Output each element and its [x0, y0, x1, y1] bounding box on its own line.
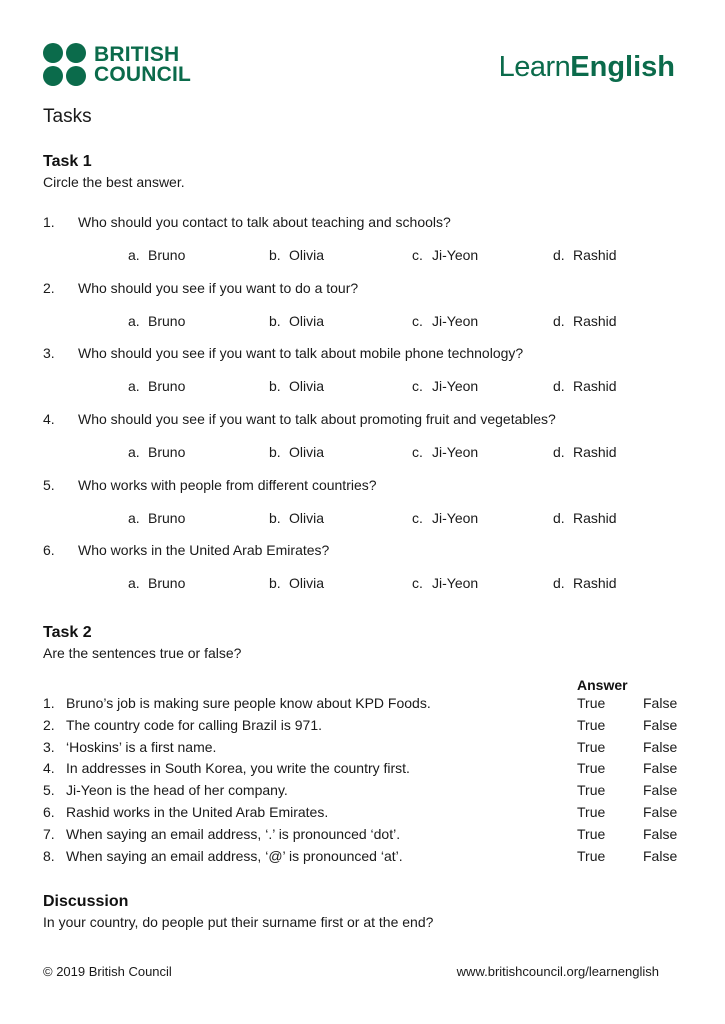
option-label: Bruno — [148, 444, 186, 460]
option-letter: d. — [553, 247, 565, 263]
statement-row — [43, 826, 683, 846]
question-number: 5. — [43, 477, 55, 493]
answer-options — [43, 444, 683, 464]
logo-dot — [66, 66, 86, 86]
answer-options — [43, 575, 683, 595]
answer-option[interactable] — [412, 378, 478, 394]
false-option[interactable]: False — [643, 760, 678, 777]
option-label: Olivia — [289, 378, 325, 394]
statement-number: 5. — [43, 782, 55, 799]
true-option[interactable]: True — [577, 825, 606, 842]
option-label: Bruno — [148, 313, 186, 329]
option-label: Ji-Yeon — [432, 378, 479, 394]
false-option[interactable]: False — [643, 782, 678, 799]
option-label: Olivia — [289, 247, 325, 263]
option-letter: b. — [269, 378, 281, 394]
question-text: Who works in the United Arab Emirates? — [78, 542, 330, 558]
answer-option[interactable] — [128, 378, 185, 394]
statement-row — [43, 782, 683, 802]
statement-row — [43, 695, 683, 715]
true-option[interactable]: True — [577, 782, 606, 799]
task1-instruction: Circle the best answer. — [43, 174, 185, 190]
answer-option[interactable] — [269, 510, 324, 526]
option-label: Rashid — [573, 378, 617, 394]
statement-text: When saying an email address, ‘.’ is pronounced ‘dot’. — [66, 825, 401, 842]
answer-option[interactable] — [553, 444, 617, 460]
option-label: Rashid — [573, 313, 617, 329]
option-label: Ji-Yeon — [432, 247, 479, 263]
true-option[interactable]: True — [577, 804, 606, 820]
option-letter: a. — [128, 575, 140, 591]
option-label: Ji-Yeon — [432, 444, 479, 460]
option-letter: a. — [128, 378, 140, 394]
page-title: Tasks — [43, 106, 92, 127]
option-label: Bruno — [148, 247, 186, 263]
task2-title: Task 2 — [43, 624, 92, 641]
answer-option[interactable] — [412, 575, 478, 591]
false-option[interactable]: False — [643, 847, 678, 864]
answer-option[interactable] — [553, 510, 617, 526]
answer-options — [43, 378, 683, 398]
wordmark-line-2: COUNCIL — [94, 62, 192, 86]
answer-option[interactable] — [412, 444, 478, 460]
question-text: Who should you see if you want to talk about promoting fruit and vegetables? — [78, 411, 556, 427]
false-option[interactable]: False — [643, 716, 678, 733]
statement-row — [43, 760, 683, 780]
statement-row — [43, 804, 683, 824]
false-option[interactable]: False — [643, 738, 678, 755]
question-number: 4. — [43, 411, 55, 427]
question-text: Who should you contact to talk about teaching and schools? — [78, 214, 451, 230]
statement-text: The country code for calling Brazil is 971. — [66, 716, 323, 733]
statement-row — [43, 848, 683, 868]
option-letter: a. — [128, 444, 140, 460]
answer-option[interactable] — [412, 247, 478, 263]
option-label: Olivia — [289, 575, 325, 591]
answer-option[interactable] — [128, 575, 185, 591]
option-letter: d. — [553, 313, 565, 329]
option-letter: c. — [412, 378, 423, 394]
option-letter: b. — [269, 510, 281, 526]
option-letter: c. — [412, 444, 423, 460]
option-letter: c. — [412, 247, 423, 263]
statement-number: 1. — [43, 695, 55, 711]
statement-text: ‘Hoskins’ is a first name. — [66, 738, 217, 755]
answer-options — [43, 313, 683, 333]
true-option[interactable]: True — [577, 738, 606, 755]
answer-option[interactable] — [269, 247, 324, 263]
option-label: Rashid — [573, 444, 617, 460]
british-council-wordmark — [94, 42, 192, 86]
task2-instruction: Are the sentences true or false? — [43, 645, 242, 661]
answer-option[interactable] — [128, 247, 185, 263]
true-option[interactable]: True — [577, 847, 606, 864]
option-label: Olivia — [289, 313, 325, 329]
question-number: 6. — [43, 542, 55, 558]
question-number: 1. — [43, 214, 55, 230]
statement-text: Ji-Yeon is the head of her company. — [66, 782, 288, 799]
option-label: Rashid — [573, 575, 617, 591]
answer-option[interactable] — [128, 510, 185, 526]
option-letter: b. — [269, 575, 281, 591]
answer-option[interactable] — [269, 378, 324, 394]
question-text: Who should you see if you want to do a tour? — [78, 280, 359, 296]
true-option[interactable]: True — [577, 760, 606, 777]
statement-number: 6. — [43, 804, 55, 820]
false-option[interactable]: False — [643, 695, 678, 711]
logo-dot — [43, 66, 63, 86]
question-number: 2. — [43, 280, 55, 296]
option-letter: b. — [269, 444, 281, 460]
task1-title: Task 1 — [43, 153, 92, 170]
answer-option[interactable] — [128, 313, 185, 329]
false-option[interactable]: False — [643, 804, 678, 820]
option-letter: a. — [128, 247, 140, 263]
statement-number: 4. — [43, 760, 55, 777]
footer-url[interactable]: www.britishcouncil.org/learnenglish — [456, 964, 659, 979]
statement-number: 7. — [43, 825, 55, 842]
question-text: Who works with people from different countries? — [78, 477, 377, 493]
answer-option[interactable] — [269, 444, 324, 460]
logo-dot — [66, 43, 86, 63]
answer-option[interactable] — [553, 575, 617, 591]
option-label: Olivia — [289, 444, 325, 460]
false-option[interactable]: False — [643, 825, 678, 842]
answer-option[interactable] — [553, 313, 617, 329]
option-letter: b. — [269, 313, 281, 329]
option-label: Bruno — [148, 575, 186, 591]
option-label: Rashid — [573, 510, 617, 526]
option-label: Ji-Yeon — [432, 575, 479, 591]
question-number: 3. — [43, 345, 55, 361]
statement-number: 8. — [43, 847, 55, 864]
statement-text: In addresses in South Korea, you write the country first. — [66, 760, 410, 777]
british-council-logo — [43, 43, 191, 86]
answer-column-header: Answer — [577, 677, 628, 693]
discussion-question: In your country, do people put their surname first or at the end? — [43, 914, 434, 930]
footer-copyright: © 2019 British Council — [43, 964, 172, 979]
answer-option[interactable] — [412, 510, 478, 526]
option-label: Rashid — [573, 247, 617, 263]
learnenglish-logo — [499, 50, 675, 84]
statement-text: Bruno’s job is making sure people know about KPD Foods. — [66, 695, 431, 711]
answer-option[interactable] — [553, 247, 617, 263]
logo-english: English — [570, 51, 675, 83]
option-label: Bruno — [148, 510, 186, 526]
answer-option[interactable] — [269, 575, 324, 591]
answer-option[interactable] — [553, 378, 617, 394]
option-letter: d. — [553, 444, 565, 460]
statement-number: 2. — [43, 716, 55, 733]
option-letter: a. — [128, 313, 140, 329]
true-option[interactable]: True — [577, 695, 606, 711]
british-council-dots-icon — [43, 43, 86, 86]
option-letter: b. — [269, 247, 281, 263]
answer-options — [43, 510, 683, 530]
answer-options — [43, 247, 683, 267]
logo-learn: Learn — [498, 51, 571, 83]
answer-option[interactable] — [269, 313, 324, 329]
statement-row — [43, 739, 683, 759]
option-letter: c. — [412, 575, 423, 591]
statement-text: When saying an email address, ‘@’ is pronounced ‘at’. — [66, 847, 403, 864]
logo-dot — [43, 43, 63, 63]
option-letter: c. — [412, 510, 423, 526]
statement-row — [43, 717, 683, 737]
discussion-title: Discussion — [43, 893, 129, 910]
option-letter: d. — [553, 575, 565, 591]
wordmark-line-1: BRITISH — [94, 42, 180, 66]
true-option[interactable]: True — [577, 716, 606, 733]
answer-option[interactable] — [412, 313, 478, 329]
question-text: Who should you see if you want to talk about mobile phone technology? — [78, 345, 524, 361]
option-letter: d. — [553, 510, 565, 526]
answer-option[interactable] — [128, 444, 185, 460]
option-letter: d. — [553, 378, 565, 394]
option-label: Ji-Yeon — [432, 510, 479, 526]
statement-text: Rashid works in the United Arab Emirates. — [66, 804, 329, 820]
option-label: Ji-Yeon — [432, 313, 479, 329]
option-letter: a. — [128, 510, 140, 526]
option-letter: c. — [412, 313, 423, 329]
option-label: Olivia — [289, 510, 325, 526]
statement-number: 3. — [43, 738, 55, 755]
option-label: Bruno — [148, 378, 186, 394]
